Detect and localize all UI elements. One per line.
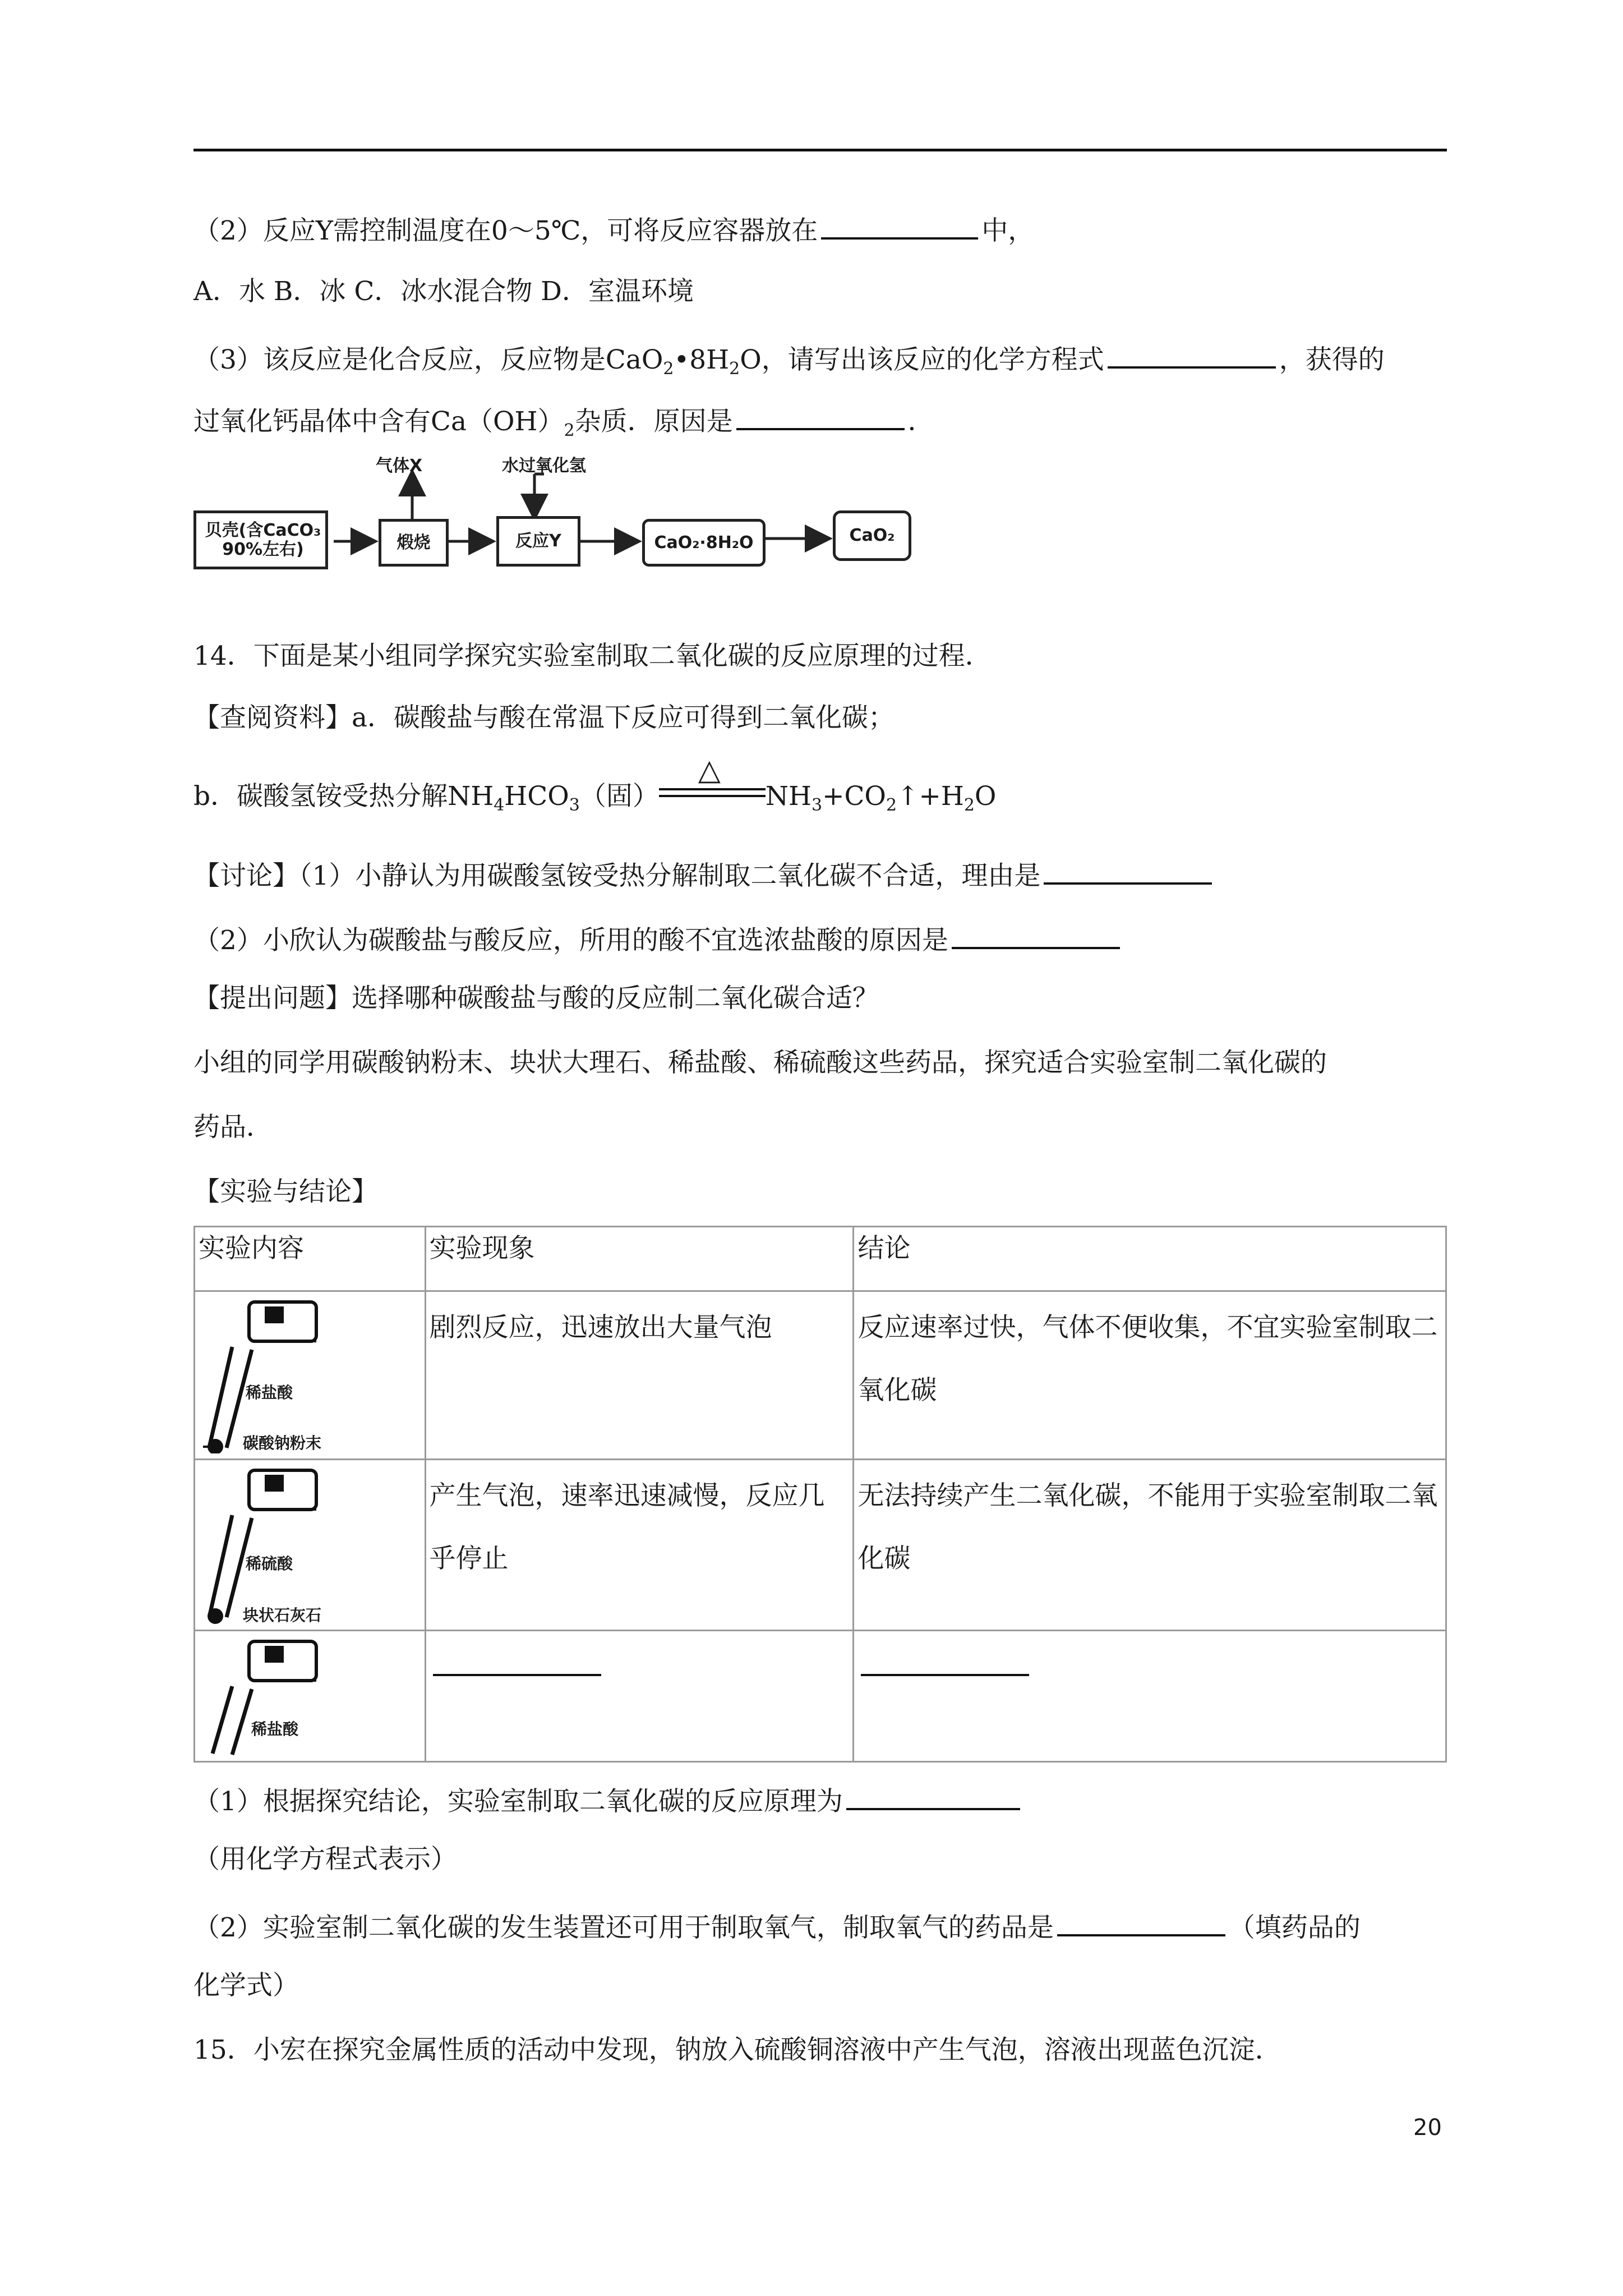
conclusion-cell: 无法持续产生二氧化碳，不能用于实验室制取二氧化碳 [854, 1460, 1446, 1631]
apparatus-cell [195, 1291, 426, 1460]
apparatus-cell [195, 1460, 426, 1631]
q13-options: A．水 B．冰 C．冰水混合物 D．室温环境 [193, 276, 694, 307]
q15-stem: 15．小宏在探究金属性质的活动中发现，钠放入硫酸铜溶液中产生气泡，溶液出现蓝色沉淀． [193, 2035, 1281, 2065]
q13-part2: （2）反应Y需控制温度在0～5℃，可将反应容器放在 中， [193, 210, 1034, 248]
answer-blank[interactable] [861, 1647, 1029, 1676]
table-row [195, 1631, 1446, 1762]
discussion-2: （2）小欣认为碳酸盐与酸反应，所用的酸不宜选浓盐酸的原因是 [193, 920, 1123, 958]
solid-label: 碳酸钠粉末 [243, 1434, 322, 1452]
flow-box-shell: 贝壳(含CaCO₃ 90%左右) [193, 510, 328, 569]
page-number: 20 [1413, 2115, 1442, 2141]
header-rule [193, 149, 1447, 151]
table-row [195, 1460, 1446, 1631]
answer-blank[interactable] [1108, 339, 1276, 369]
answer-blank[interactable] [433, 1647, 601, 1676]
process-flow-diagram [193, 452, 914, 581]
table-header: 实验现象 [425, 1227, 854, 1291]
flow-box-calcine: 煅烧 [379, 519, 449, 567]
group-text-cont: 药品． [193, 1112, 273, 1143]
answer-blank[interactable] [736, 401, 905, 430]
q13-part3-cont: 过氧化钙晶体中含有$Ca(OH)_2$杂质．原因是 ． [193, 401, 934, 448]
table-header: 结论 [854, 1227, 1446, 1291]
answer-blank[interactable] [1044, 855, 1212, 885]
answer-blank[interactable] [846, 1781, 1020, 1810]
flow-box-product: CaO₂ [833, 510, 911, 561]
test-tube-diagram [199, 1465, 344, 1625]
q14-stem: 14．下面是某小组同学探究实验室制取二氧化碳的反应原理的过程． [193, 641, 992, 671]
conclusion-cell: 反应速率过快，气体不便收集，不宜实验室制取二氧化碳 [854, 1291, 1446, 1460]
acid-label: 稀硫酸 [246, 1554, 293, 1573]
experiment-table [193, 1226, 1447, 1763]
phenomenon-cell: 剧烈反应，迅速放出大量气泡 [425, 1291, 854, 1460]
table-row [195, 1291, 1446, 1460]
info-b: b．碳酸氢铵受热分解$NH_4HCO_3$（固） △ $NH_3+CO_2↑+H_2O$ [193, 753, 997, 815]
conclusion-q1: （1）根据探究结论，实验室制取二氧化碳的反应原理为 [193, 1781, 1023, 1819]
apparatus-cell [195, 1631, 426, 1762]
conclusion-q2-cont: 化学式） [193, 1970, 299, 2001]
flow-label-h2o2: 水过氧化氢 [502, 456, 586, 476]
conclusion-q2: （2）实验室制二氧化碳的发生装置还可用于制取氧气，制取氧气的药品是 （填药品的 [193, 1907, 1361, 1945]
phenomenon-cell: 产生气泡，速率迅速减慢，反应几乎停止 [425, 1460, 854, 1631]
heat-symbol: △ [698, 753, 721, 787]
answer-blank[interactable] [952, 920, 1120, 949]
flow-label-gas: 气体X [376, 456, 423, 476]
info-a: 【查阅资料】a．碳酸盐与酸在常温下反应可得到二氧化碳； [193, 702, 895, 733]
flow-box-hydrate: CaO₂·8H₂O [642, 519, 766, 567]
flow-box-reaction-y: 反应Y [496, 516, 580, 567]
solid-label: 块状石灰石 [243, 1606, 322, 1625]
conclusion-q1-note: （用化学方程式表示） [193, 1844, 457, 1875]
discussion-1: 【讨论】（1）小静认为用碳酸氢铵受热分解制取二氧化碳不合适，理由是 [193, 855, 1215, 893]
heat-condition [659, 753, 766, 815]
raise-question: 【提出问题】选择哪种碳酸盐与酸的反应制二氧化碳合适？ [193, 983, 879, 1014]
acid-label: 稀盐酸 [246, 1383, 293, 1402]
phenomenon-cell [425, 1631, 854, 1762]
experiment-title: 【实验与结论】 [193, 1176, 378, 1207]
q13-part3: （3）该反应是化合反应，反应物是$CaO_2•8H_2O$，请写出该反应的化学方程式 ，获得的 [193, 339, 1385, 386]
acid-label: 稀盐酸 [251, 1720, 299, 1738]
answer-blank[interactable] [1057, 1907, 1225, 1936]
table-header: 实验内容 [195, 1227, 426, 1291]
group-text: 小组的同学用碳酸钠粉末、块状大理石、稀盐酸、稀硫酸这些药品，探究适合实验室制二氧化碳的 [193, 1047, 1327, 1078]
test-tube-diagram [199, 1296, 344, 1453]
conclusion-cell [854, 1631, 1446, 1762]
answer-blank[interactable] [821, 210, 978, 240]
